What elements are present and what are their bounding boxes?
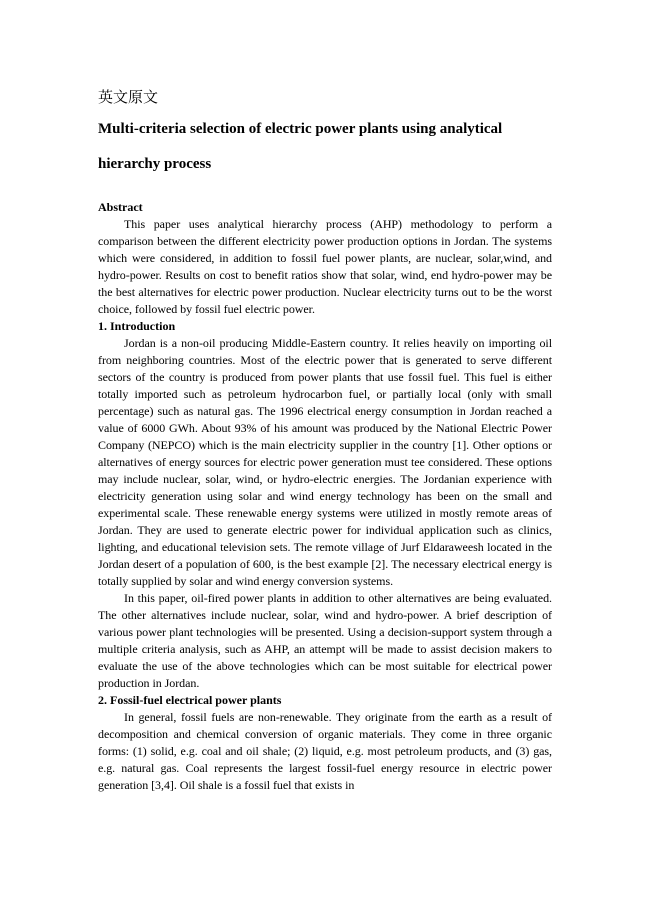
paper-title-line-2: hierarchy process xyxy=(98,156,212,172)
abstract-heading: Abstract xyxy=(98,200,143,214)
introduction-heading: 1. Introduction xyxy=(98,319,176,333)
body-text xyxy=(98,199,552,794)
introduction-paragraph-1: Jordan is a non-oil producing Middle-Eastern country. It relies heavily on importing oil from neighboring countries. Most of the electric power that is generated to serve different sectors of the country is produced from power plants that use fossil fuel. This fuel is either totally imported such as petroleum hydrocarbon fuel, or partially local (only with small percentage) such as natural gas. The 1996 electrical energy consumption in Jordan reached a value of 6000 GWh. About 93% of his amount was produced by the National Electric Power Company (NEPCO) which is the main electricity supplier in the country [1]. Other options or alternatives of energy sources for electric power generation must tee considered. These options may include nuclear, solar, wind, or hydro-electric energies. The Jordanian experience with electricity generation using solar and wind energy technology has been on the small and experimental scale. These renewable energy systems were utilized in mostly remote areas of Jordan. They are used to generate electric power for individual application such as clinics, lighting, and educational television sets. The remote village of Jurf Eldaraweesh located in the Jordan desert of a population of 600, is the best example [2]. The necessary electrical energy is totally supplied by solar and wind energy conversion systems. xyxy=(98,336,552,588)
abstract-paragraph: This paper uses analytical hierarchy process (AHP) methodology to perform a comparison between the different electricity power production options in Jordan. The systems which were considered, in addition to fossil fuel power plants, are nuclear, solar,wind, and hydro-power. Results on cost to benefit ratios show that solar, wind, end hydro-power may be the best alternatives for electric power production. Nuclear electricity turns out to be the worst choice, followed by fossil fuel electric power. xyxy=(98,217,552,316)
chinese-label: 英文原文 xyxy=(98,88,159,106)
paper-title-line-1: Multi-criteria selection of electric power plants using analytical xyxy=(98,121,503,137)
fossil-fuel-heading: 2. Fossil-fuel electrical power plants xyxy=(98,693,282,707)
fossil-fuel-paragraph-1: In general, fossil fuels are non-renewable. They originate from the earth as a result of decomposition and chemical conversion of organic materials. They come in three organic forms: (1) solid, e.g. coal and oil shale; (2) liquid, e.g. most petroleum products, and (3) gas, e.g. natural gas. Coal represents the largest fossil-fuel energy resource in electric power generation [3,4]. Oil shale is a fossil fuel that exists in xyxy=(98,710,552,792)
introduction-paragraph-2: In this paper, oil-fired power plants in addition to other alternatives are being evaluated. The other alternatives include nuclear, solar, wind and hydro-power. A brief description of various power plant technologies will be presented. Using a decision-support system through a multiple criteria analysis, such as AHP, an attempt will be made to assist decision makers to evaluate the use of the above technologies which can be most suitable for electrical power production in Jordan. xyxy=(98,591,552,690)
